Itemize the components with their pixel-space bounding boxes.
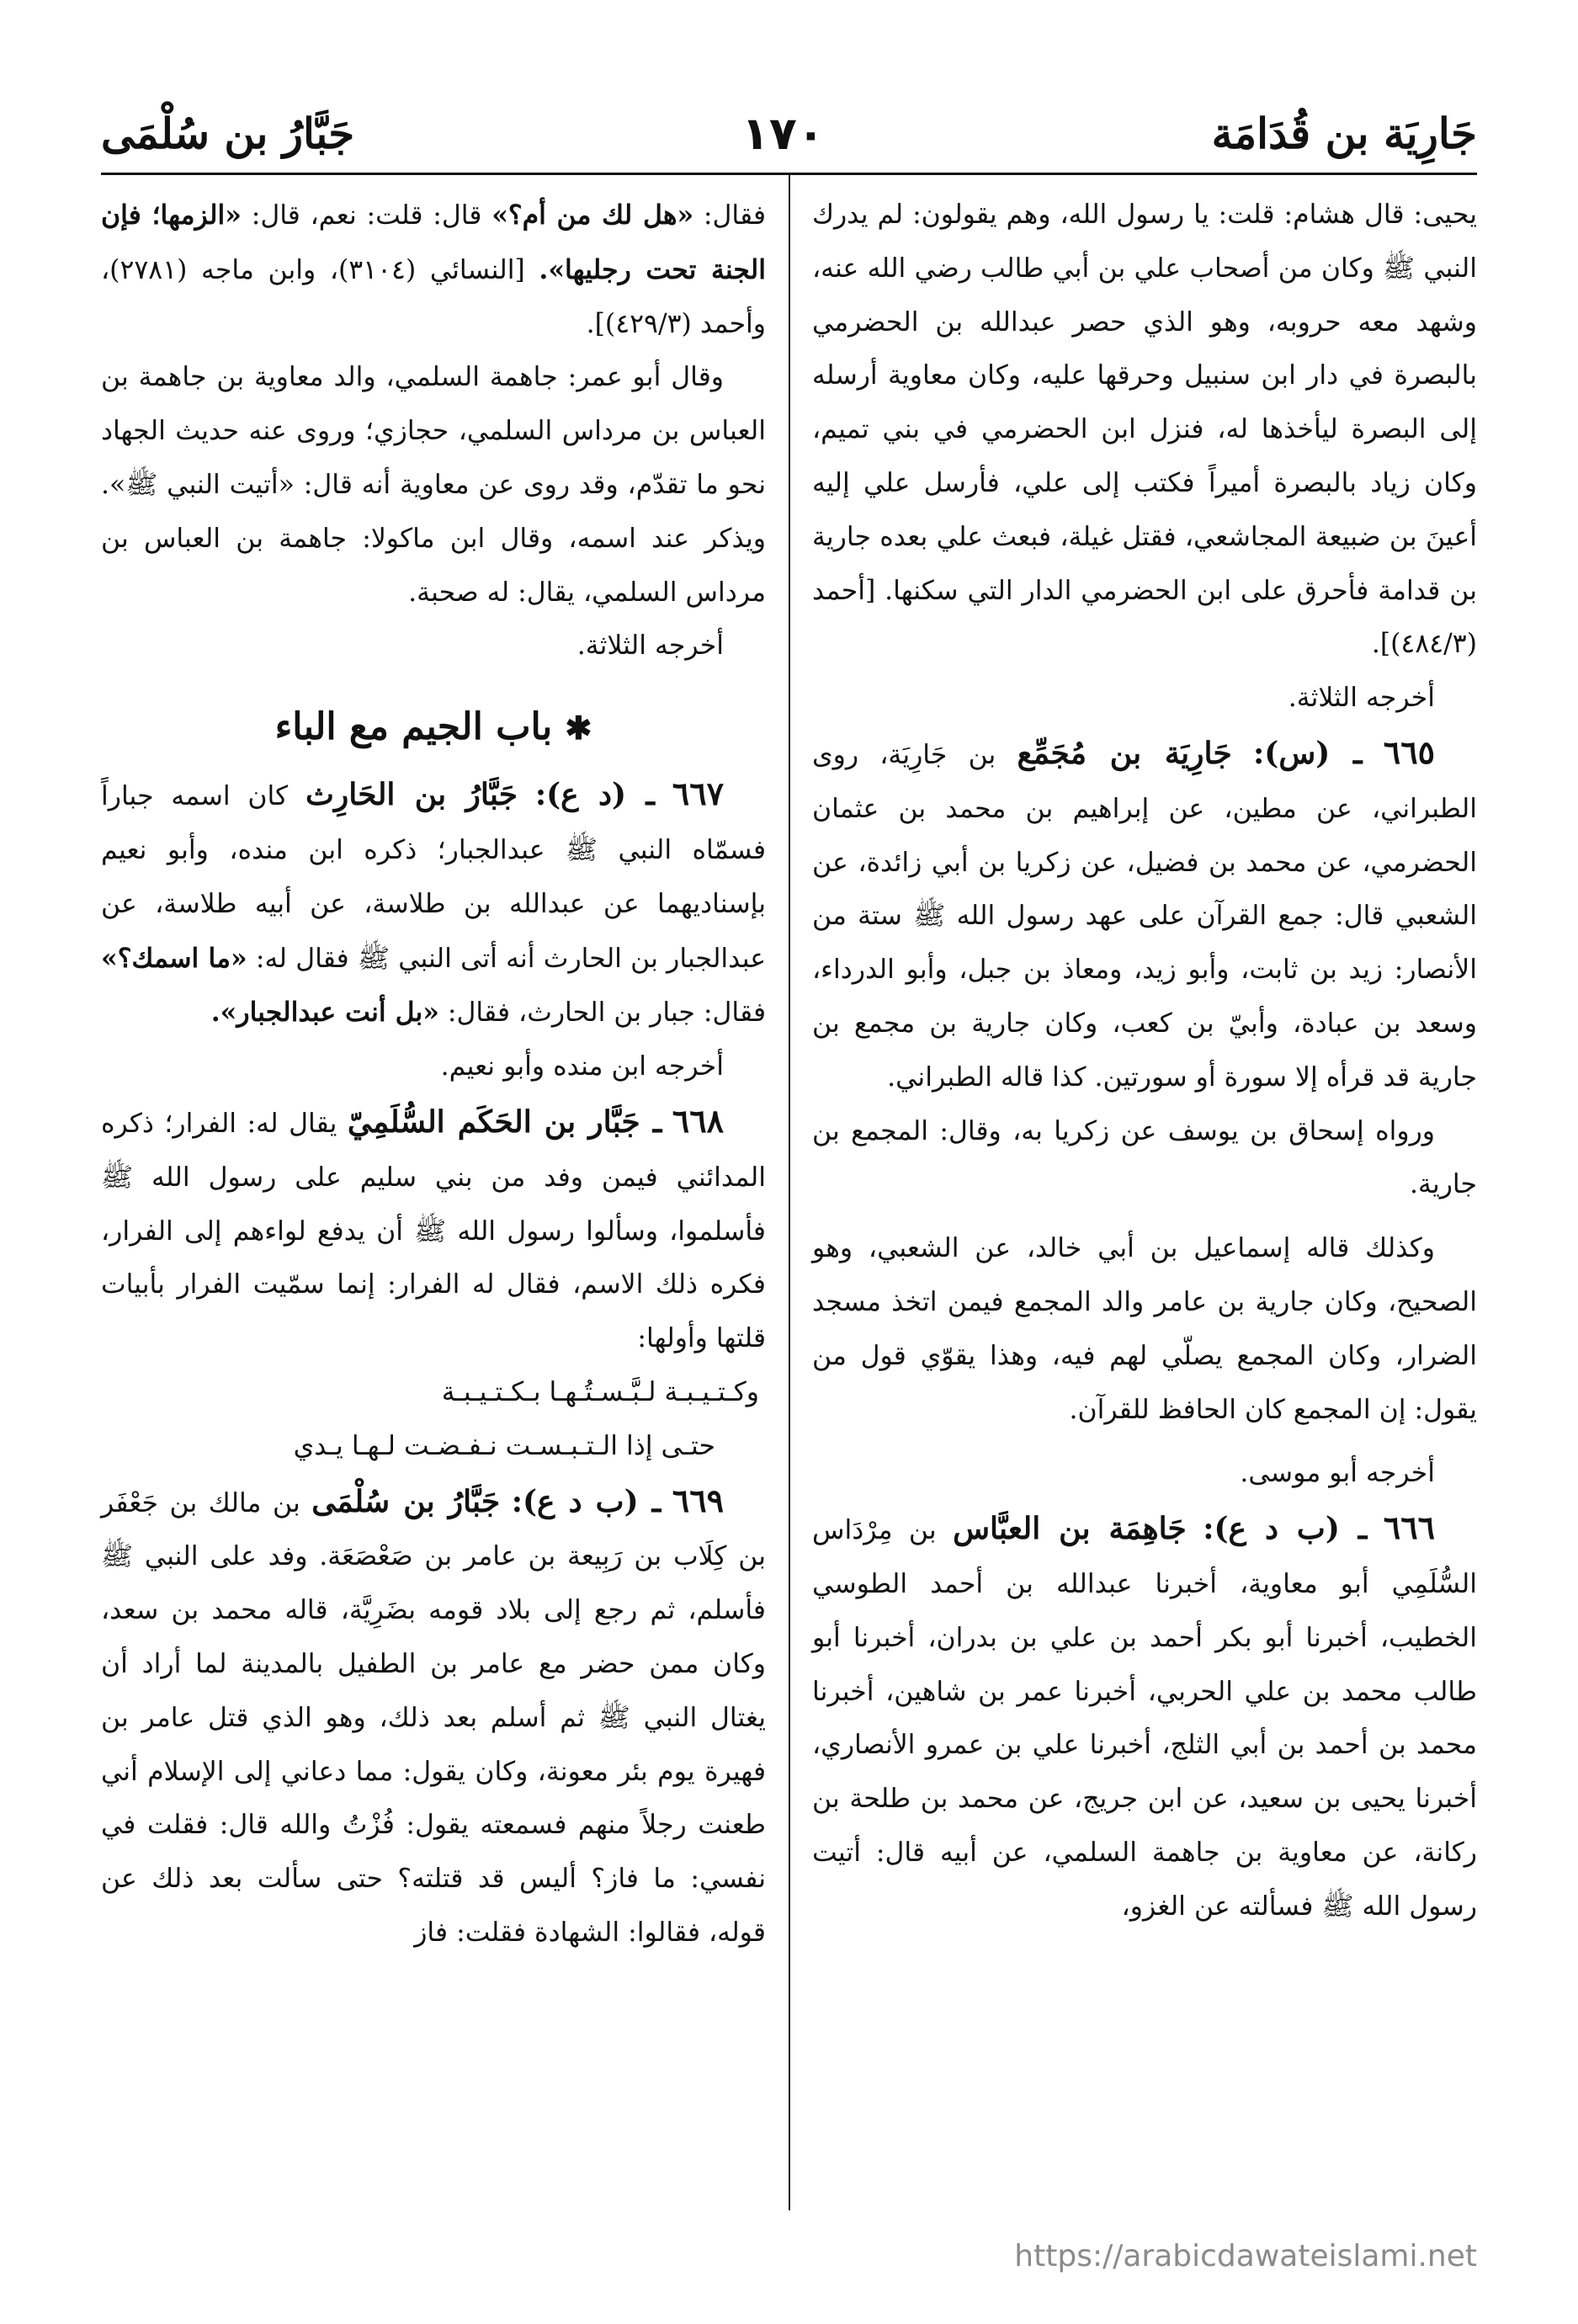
entry-name: جَبَّارُ بن سُلْمَى bbox=[311, 1483, 501, 1519]
entry-number: ٦٦٦ bbox=[1383, 1508, 1436, 1547]
running-title-left: جَبَّارُ بن سُلْمَى bbox=[101, 108, 355, 158]
entry-text: كان اسمه جباراً فسمّاه النبي ﷺ عبدالجبار؛ ذكره ابن منده، وأبو نعيم بإسناديهما عن عبدالله بن طلاسة، عن أبيه طلاسة، عن عبدالجبار بن الحارث أنه أتى النبي ﷺ فقال له: bbox=[101, 781, 766, 974]
entry-name: جَاهِمَة بن العبَّاس bbox=[953, 1511, 1187, 1547]
entry-number: ٦٦٧ bbox=[672, 774, 725, 813]
hadith-quote: «ما اسمك؟» bbox=[101, 942, 247, 974]
entry-code: ـ bbox=[626, 777, 655, 813]
entry-text: بن مالك بن جَعْفَر بن كِلَاب بن رَبِيعة بن عامر بن صَعْصَعَة. وفد على النبي ﷺ فأسلم، ثم رجع إلى بلاد قومه بضَرِيَّة، قاله محمد بن سعد، وكان ممن حضر مع عامر بن الطفيل بالمدينة لما أراد أن يغتال النبي ﷺ ثم أسلم بعد ذلك، وهو الذي قتل عامر بن فهيرة يوم بئر معونة، وكان يقول: مما دعاني إلى الإسلام أني طعنت رجلاً منهم فسمعته يقول: فُزْتُ والله قال: فقلت في نفسي: ما فاز؟ أليس قد قتلته؟ حتى سألت بعد ذلك عن قوله، فقالوا: الشهادة فقلت: فاز bbox=[101, 1487, 766, 1948]
entry-code: ـ bbox=[640, 1104, 662, 1140]
paragraph: أخرجه ابن منده وأبو نعيم. bbox=[440, 1051, 724, 1082]
paragraph: وقال أبو عمر: جاهمة السلمي، والد معاوية بن جاهمة بن العباس بن مرداس السلمي، حجازي؛ وروى عنه حديث الجهاد نحو ما تقدّم، وقد روى عن معاوية أنه قال: «أتيت النبي ﷺ». ويذكر عند اسمه، وقال ابن ماكولا: جاهمة بن العباس بن مرداس السلمي، يقال: له صحبة. bbox=[101, 362, 766, 608]
entry-name: جَبَّارُ بن الحَارِث bbox=[305, 777, 518, 813]
entry-name: جَبَّار بن الحَكَم السُّلَمِيّ bbox=[347, 1104, 640, 1140]
hadith-quote: «الزمها؛ فإن الجنة تحت رجليها». bbox=[101, 199, 767, 285]
text: قال: قلت: نعم، قال: bbox=[251, 200, 482, 231]
entry-669 bbox=[101, 1474, 766, 1960]
text: فقال: bbox=[703, 200, 766, 231]
paragraph: أخرجه الثلاثة. bbox=[576, 630, 724, 662]
entry-code: ـ bbox=[1330, 735, 1363, 771]
paragraph: أخرجه الثلاثة. bbox=[1288, 683, 1435, 714]
entry-code: (س): bbox=[1253, 735, 1331, 771]
paragraph: يحيى: قال هشام: قلت: يا رسول الله، وهم يقولون: لم يدرك النبي ﷺ وكان من أصحاب علي بن أبي طالب رضي الله عنه، وشهد معه حروبه، وهو الذي حصر عبدالله بن الحضرمي بالبصرة في دار ابن سنبيل وحرقها عليه، وكان معاوية أرسله إلى البصرة ليأخذها له، فنزل ابن الحضرمي في بني تميم، وكان زياد بالبصرة أميراً فكتب إلى علي، فأرسل علي إليه أعينَ بن ضبيعة المجاشعي، فقتل غيلة، فبعث علي بعده جارية بن قدامة فأحرق على ابن الحضرمي الدار التي سكنها. [أحمد (٤٨٤/٣)]. bbox=[812, 199, 1477, 660]
entry-name: جَارِيَة بن مُجَمِّع bbox=[1017, 735, 1232, 771]
entry-code: (ب د ع): bbox=[1203, 1511, 1340, 1547]
hadith-quote: «بل أنت عبدالجبار». bbox=[210, 997, 439, 1029]
entry-665 bbox=[812, 726, 1477, 1105]
paragraph: ورواه إسحاق بن يوسف عن زكريا به، وقال: المجمع بن جارية. bbox=[812, 1115, 1477, 1200]
entry-code: ـ bbox=[638, 1483, 661, 1519]
entry-code: ـ bbox=[1339, 1511, 1368, 1547]
reference: [النسائي (٣١٠٤)، وابن ماجه (٢٧٨١)، وأحمد (٤٢٩/٣)]. bbox=[101, 254, 766, 339]
page-header bbox=[101, 99, 1477, 167]
entry-text: فقال: جبار بن الحارث، فقال: bbox=[447, 997, 766, 1029]
entry-code: (ب د ع): bbox=[511, 1483, 639, 1519]
chapter-heading bbox=[101, 689, 766, 767]
left-column bbox=[101, 189, 766, 1960]
chapter-title: باب الجيم مع الباء bbox=[274, 705, 553, 749]
entry-666 bbox=[812, 1501, 1477, 1933]
right-column bbox=[812, 189, 1477, 1934]
entry-code: (د ع): bbox=[534, 777, 627, 813]
entry-text: بن جَارِيَة، روى الطبراني، عن مطين، عن إبراهيم بن محمد بن عثمان الحضرمي، عن محمد بن فضيل، عن زكريا بن أبي زائدة، عن الشعبي قال: جمع القرآن على عهد رسول الله ﷺ ستة من الأنصار: زيد بن ثابت، وأبو زيد، ومعاذ بن جبل، وأبو الدرداء، وسعد بن عبادة، وأبيّ بن كعب، وكان جارية بن مجمع بن جارية قد قرأه إلا سورة أو سورتين. كذا قاله الطبراني. bbox=[812, 739, 1477, 1093]
star-ornament-icon: ✱ bbox=[565, 709, 592, 747]
poem-verse: وكـتـيـبـة لـبَّـسـتُـهـا بـكـتـيـبـة bbox=[441, 1376, 759, 1407]
entry-667 bbox=[101, 767, 766, 1040]
entry-668 bbox=[101, 1094, 766, 1366]
column-divider bbox=[789, 175, 790, 2210]
entry-number: ٦٦٨ bbox=[672, 1101, 725, 1140]
paragraph: وكذلك قاله إسماعيل بن أبي خالد، عن الشعبي، وهو الصحيح، وكان جارية بن عامر والد المجمع فيمن اتخذ مسجد الضرار، وكان المجمع يصلّي لهم فيه، وهذا يقوّي قول من يقول: إن المجمع كان الحافظ للقرآن. bbox=[812, 1233, 1477, 1425]
watermark-url: https://arabicdawateislami.net bbox=[1014, 2239, 1477, 2273]
paragraph: أخرجه أبو موسى. bbox=[1240, 1458, 1435, 1489]
entry-number: ٦٦٩ bbox=[672, 1481, 725, 1519]
hadith-quote: «هل لك من أم؟» bbox=[491, 199, 694, 231]
page-number: ١٧٠ bbox=[741, 106, 825, 160]
running-title-right: جَارِيَة بن قُدَامَة bbox=[1211, 108, 1477, 158]
paragraph bbox=[101, 189, 766, 351]
entry-number: ٦٦٥ bbox=[1383, 732, 1436, 771]
poem-verse: حتـى إذا الـتـبـسـت نـفـضـت لـهـا يـدي bbox=[293, 1430, 715, 1461]
entry-text: يقال له: الفرار؛ ذكره المدائني فيمن وفد من بني سليم على رسول الله ﷺ فأسلموا، وسألوا رسول الله ﷺ أن يدفع لواءهم إلى الفرار، فكره ذلك الاسم، فقال له الفرار: إنما سمّيت الفرار بأبيات قلتها وأولها: bbox=[101, 1108, 766, 1354]
entry-text: بن مِرْدَاس السُّلَمِي أبو معاوية، أخبرنا عبدالله بن أحمد الطوسي الخطيب، أخبرنا أبو بكر أحمد بن علي بن بدران، أخبرنا أبو طالب محمد بن علي الحربي، أخبرنا عمر بن شاهين، أخبرنا محمد بن أحمد بن أبي الثلج، أخبرنا علي بن عمرو الأنصاري، أخبرنا يحيى بن سعيد، عن ابن جريج، عن محمد بن طلحة بن ركانة، عن معاوية بن جاهمة السلمي، عن أبيه قال: أتيت رسول الله ﷺ فسألته عن الغزو، bbox=[812, 1515, 1478, 1922]
